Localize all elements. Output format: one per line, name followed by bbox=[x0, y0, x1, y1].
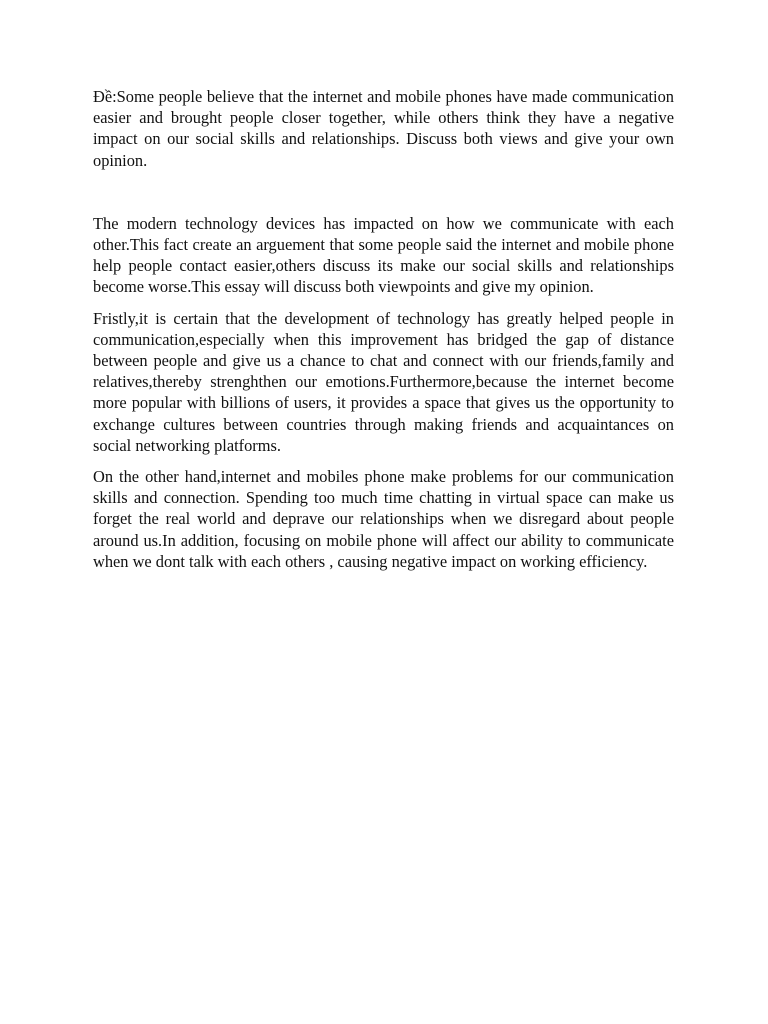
essay-prompt: Đề:Some people believe that the internet and mobile phones have made communication easier and brought people closer together, while others think they have a negative impact on our social skills and relationships. Discuss both views and give your own opinion. bbox=[93, 87, 674, 170]
essay-paragraph-body-2: On the other hand,internet and mobiles phone make problems for our communication skills and connection. Spending too much time chatting in virtual space can make us forget the real world and deprave our relationships when we disregard about people around us.In addition, focusing on mobile phone will affect our ability to communicate when we dont talk with each others , causing negative impact on working efficiency. bbox=[93, 467, 674, 571]
essay-paragraph-body-1: Fristly,it is certain that the development of technology has greatly helped people in communication,especially when this improvement has bridged the gap of distance between people and give us a chance to chat and connect with our friends,family and relatives,thereby strenghthen our emotions.Furthermore,because the internet become more popular with billions of users, it provides a space that gives us the opportunity to exchange cultures between countries through making friends and acquaintances on social networking platforms. bbox=[93, 308, 674, 455]
document-body bbox=[93, 86, 674, 582]
essay-paragraph-intro: The modern technology devices has impacted on how we communicate with each other.This fact create an arguement that some people said the internet and mobile phone help people contact easier,others discuss its make our social skills and relationships become worse.This essay will discuss both viewpoints and give my opinion. bbox=[93, 213, 674, 297]
